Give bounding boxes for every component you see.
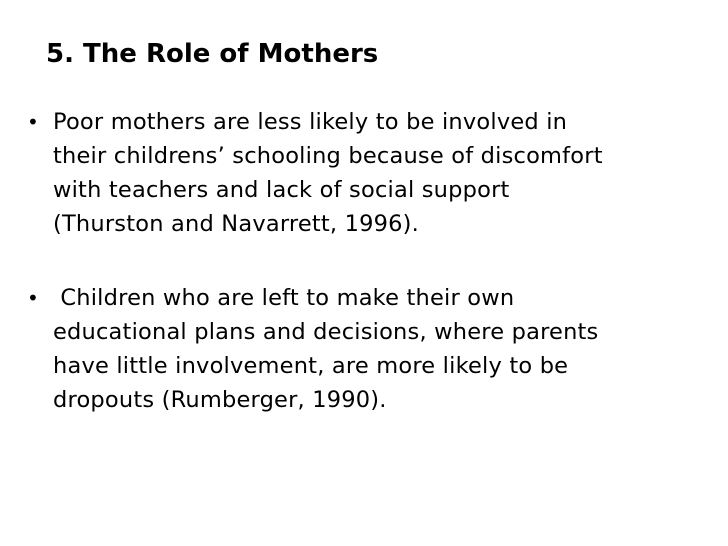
bullet-text-line: (Thurston and Navarrett, 1996). — [53, 211, 420, 237]
bullet-text-line: dropouts (Rumberger, 1990). — [53, 387, 387, 413]
bullet-text-line: educational plans and decisions, where parents — [53, 319, 599, 345]
bullet-text-line: Poor mothers are less likely to be involved in — [53, 109, 568, 135]
slide-title: 5. The Role of Mothers — [46, 39, 379, 69]
bullet-text-line: their childrens’ schooling because of discomfort — [53, 143, 603, 169]
bullet-icon: • — [27, 286, 39, 310]
bullet-list — [27, 105, 717, 417]
bullet-text-line: Children who are left to make their own — [53, 285, 515, 311]
bullet-text-line: with teachers and lack of social support — [53, 177, 510, 203]
bullet-text-line: have little involvement, are more likely to be — [53, 353, 569, 379]
bullet-item-dropouts — [27, 281, 717, 417]
bullet-icon: • — [27, 110, 39, 134]
bullet-item-mothers-involvement — [27, 105, 717, 241]
